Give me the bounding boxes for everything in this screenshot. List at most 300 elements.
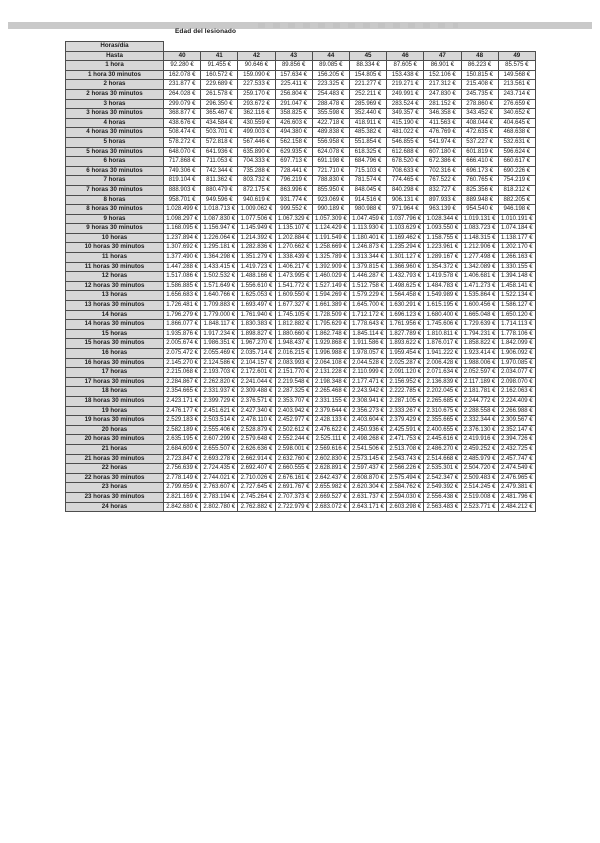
value-cell: 162.078 €: [164, 70, 201, 80]
value-cell: 796.219 €: [275, 176, 312, 186]
value-cell: 803.732 €: [238, 176, 275, 186]
value-cell: 2.309.488 €: [238, 387, 275, 397]
value-cell: 1.709.883 €: [201, 301, 238, 311]
value-cell: 2.594.030 €: [387, 492, 424, 502]
value-cell: 721.710 €: [312, 166, 349, 176]
value-cell: 2.284.867 €: [164, 377, 201, 387]
table-row: [66, 176, 536, 186]
value-cell: 1.549.989 €: [424, 291, 461, 301]
value-cell: 2.262.820 €: [201, 377, 238, 387]
value-cell: 153.438 €: [387, 70, 424, 80]
value-cell: 2.198.348 €: [312, 377, 349, 387]
value-cell: 2.452.977 €: [275, 416, 312, 426]
value-cell: 1.778.106 €: [498, 329, 535, 339]
value-cell: 1.911.586 €: [349, 339, 386, 349]
value-cell: 1.379.815 €: [349, 262, 386, 272]
value-cell: 2.478.110 €: [238, 416, 275, 426]
value-cell: 2.744.021 €: [201, 473, 238, 483]
value-cell: 2.486.270 €: [424, 444, 461, 454]
value-cell: 352.440 €: [349, 109, 386, 119]
value-cell: 1.289.167 €: [424, 253, 461, 263]
table-row: [66, 185, 536, 195]
value-cell: 1.235.294 €: [387, 243, 424, 253]
value-cell: 152.106 €: [424, 70, 461, 80]
value-cell: 1.512.758 €: [349, 281, 386, 291]
value-cell: 1.313.344 €: [349, 253, 386, 263]
table-row: [66, 128, 536, 138]
table-row: [66, 502, 536, 512]
value-cell: 296.350 €: [201, 99, 238, 109]
value-cell: 690.226 €: [498, 166, 535, 176]
row-label-cell: 10 horas: [66, 233, 164, 243]
value-cell: 629.935 €: [275, 147, 312, 157]
table-row: [66, 118, 536, 128]
value-cell: 2.476.965 €: [498, 473, 535, 483]
value-cell: 2.379.644 €: [312, 406, 349, 416]
value-cell: 213.561 €: [498, 80, 535, 90]
value-cell: 923.069 €: [312, 195, 349, 205]
value-cell: 2.626.636 €: [238, 444, 275, 454]
value-cell: 811.362 €: [201, 176, 238, 186]
value-cell: 1.959.454 €: [387, 349, 424, 359]
value-cell: 1.158.755 €: [424, 233, 461, 243]
value-cell: 1.473.995 €: [275, 272, 312, 282]
value-cell: 2.450.936 €: [349, 425, 386, 435]
table-row: [66, 377, 536, 387]
value-cell: 2.710.026 €: [238, 473, 275, 483]
row-label-cell: 17 horas: [66, 368, 164, 378]
value-cell: 888.903 €: [164, 185, 201, 195]
value-cell: 2.379.429 €: [387, 416, 424, 426]
value-cell: 696.173 €: [461, 166, 498, 176]
table-row: [66, 454, 536, 464]
value-cell: 219.271 €: [387, 80, 424, 90]
value-cell: 2.156.952 €: [387, 377, 424, 387]
value-cell: 2.727.645 €: [238, 483, 275, 493]
value-cell: 749.306 €: [164, 166, 201, 176]
row-label-cell: 21 horas 30 minutos: [66, 454, 164, 464]
value-cell: 1.842.099 €: [498, 339, 535, 349]
table-row: [66, 253, 536, 263]
value-cell: 1.996.988 €: [312, 349, 349, 359]
value-cell: 1.364.298 €: [201, 253, 238, 263]
value-cell: 485.382 €: [349, 128, 386, 138]
value-cell: 2.573.145 €: [349, 454, 386, 464]
value-cell: 1.406.217 €: [275, 262, 312, 272]
value-cell: 2.098.070 €: [498, 377, 535, 387]
value-cell: 1.156.947 €: [201, 224, 238, 234]
value-cell: 1.712.172 €: [349, 310, 386, 320]
value-cell: 1.460.029 €: [312, 272, 349, 282]
value-cell: 2.219.548 €: [275, 377, 312, 387]
value-cell: 2.145.270 €: [164, 358, 201, 368]
value-cell: 1.858.822 €: [461, 339, 498, 349]
row-label-cell: 12 horas: [66, 272, 164, 282]
value-cell: 1.745.105 €: [275, 310, 312, 320]
value-cell: 2.331.155 €: [312, 396, 349, 406]
value-cell: 546.855 €: [387, 137, 424, 147]
value-cell: 760.765 €: [461, 176, 498, 186]
row-label-cell: 11 horas: [66, 253, 164, 263]
value-cell: 476.769 €: [424, 128, 461, 138]
value-cell: 288.478 €: [312, 99, 349, 109]
row-label-cell: 19 horas 30 minutos: [66, 416, 164, 426]
table-row: [66, 368, 536, 378]
value-cell: 1.138.177 €: [498, 233, 535, 243]
value-cell: 567.446 €: [238, 137, 275, 147]
value-cell: 2.044.528 €: [349, 358, 386, 368]
value-cell: 245.735 €: [461, 89, 498, 99]
table-row: [66, 291, 536, 301]
value-cell: 1.307.692 €: [164, 243, 201, 253]
age-column-header: 48: [461, 51, 498, 61]
row-label-cell: 9 horas 30 minutos: [66, 224, 164, 234]
value-cell: 278.860 €: [461, 99, 498, 109]
age-column-header: 47: [424, 51, 461, 61]
value-cell: 89.085 €: [312, 61, 349, 71]
value-cell: 276.659 €: [498, 99, 535, 109]
value-cell: 86.223 €: [461, 61, 498, 71]
value-cell: 1.866.077 €: [164, 320, 201, 330]
value-cell: 1.093.550 €: [424, 224, 461, 234]
value-cell: 1.656.683 €: [164, 291, 201, 301]
value-cell: 1.906.092 €: [498, 349, 535, 359]
value-cell: 641.936 €: [201, 147, 238, 157]
value-cell: 1.214.392 €: [238, 233, 275, 243]
value-cell: 2.597.437 €: [349, 464, 386, 474]
table-row: [66, 416, 536, 426]
value-cell: 818.212 €: [498, 185, 535, 195]
value-cell: 1.325.789 €: [312, 253, 349, 263]
value-cell: 1.354.372 €: [424, 262, 461, 272]
value-cell: 1.795.629 €: [312, 320, 349, 330]
value-cell: 2.631.737 €: [349, 492, 386, 502]
value-cell: 90.646 €: [238, 61, 275, 71]
value-cell: 1.028.499 €: [164, 205, 201, 215]
table-row: [66, 492, 536, 502]
value-cell: 2.052.597 €: [461, 368, 498, 378]
value-cell: 897.933 €: [424, 195, 461, 205]
value-cell: 293.672 €: [238, 99, 275, 109]
value-cell: 2.035.714 €: [238, 349, 275, 359]
row-label-cell: 13 horas 30 minutos: [66, 301, 164, 311]
value-cell: 1.935.876 €: [164, 329, 201, 339]
value-cell: 1.609.550 €: [275, 291, 312, 301]
row-label-cell: 7 horas: [66, 176, 164, 186]
value-cell: 635.890 €: [238, 147, 275, 157]
value-cell: 2.193.703 €: [201, 368, 238, 378]
table-row: [66, 349, 536, 359]
value-cell: 1.541.772 €: [275, 281, 312, 291]
value-cell: 2.352.147 €: [498, 425, 535, 435]
value-cell: 346.358 €: [424, 109, 461, 119]
value-cell: 1.191.549 €: [312, 233, 349, 243]
value-cell: 624.078 €: [312, 147, 349, 157]
value-cell: 2.602.830 €: [312, 454, 349, 464]
row-label-cell: 1 hora: [66, 61, 164, 71]
value-cell: 229.689 €: [201, 80, 238, 90]
row-label-cell: 3 horas 30 minutos: [66, 109, 164, 119]
value-cell: 499.003 €: [238, 128, 275, 138]
value-cell: 1.083.723 €: [461, 224, 498, 234]
value-cell: 2.356.273 €: [349, 406, 386, 416]
value-cell: 1.876.017 €: [424, 339, 461, 349]
value-cell: 1.087.830 €: [201, 214, 238, 224]
value-cell: 2.476.177 €: [164, 406, 201, 416]
value-cell: 1.586.127 €: [498, 301, 535, 311]
value-cell: 434.584 €: [201, 118, 238, 128]
value-cell: 1.630.291 €: [387, 301, 424, 311]
value-cell: 154.805 €: [349, 70, 386, 80]
value-cell: 1.779.000 €: [201, 310, 238, 320]
value-cell: 252.211 €: [349, 89, 386, 99]
table-row: [66, 224, 536, 234]
value-cell: 1.366.960 €: [387, 262, 424, 272]
value-cell: 1.761.956 €: [387, 320, 424, 330]
value-cell: 863.996 €: [275, 185, 312, 195]
value-cell: 601.819 €: [461, 147, 498, 157]
value-cell: 2.310.675 €: [424, 406, 461, 416]
value-cell: 1.484.783 €: [424, 281, 461, 291]
value-cell: 618.325 €: [349, 147, 386, 157]
value-cell: 1.970.085 €: [498, 358, 535, 368]
value-cell: 2.676.161 €: [275, 473, 312, 483]
value-cell: 767.522 €: [424, 176, 461, 186]
value-cell: 1.625.053 €: [238, 291, 275, 301]
row-label-cell: 23 horas 30 minutos: [66, 492, 164, 502]
table-row: [66, 473, 536, 483]
value-cell: 825.356 €: [461, 185, 498, 195]
table-row: [66, 281, 536, 291]
row-label-cell: 8 horas 30 minutos: [66, 205, 164, 215]
value-cell: 2.110.999 €: [349, 368, 386, 378]
value-cell: 355.598 €: [312, 109, 349, 119]
row-label-cell: 12 horas 30 minutos: [66, 281, 164, 291]
value-cell: 2.333.267 €: [387, 406, 424, 416]
value-cell: 2.427.340 €: [238, 406, 275, 416]
value-cell: 2.243.942 €: [349, 387, 386, 397]
value-cell: 156.205 €: [312, 70, 349, 80]
value-cell: 556.958 €: [312, 137, 349, 147]
row-label-cell: 13 horas: [66, 291, 164, 301]
table-row: [66, 205, 536, 215]
value-cell: 2.162.063 €: [498, 387, 535, 397]
value-cell: 221.277 €: [349, 80, 386, 90]
value-cell: 1.600.456 €: [461, 301, 498, 311]
value-cell: 2.419.916 €: [461, 435, 498, 445]
value-cell: 1.848.117 €: [201, 320, 238, 330]
value-cell: 1.845.114 €: [349, 329, 386, 339]
value-cell: 2.582.189 €: [164, 425, 201, 435]
value-cell: 340.652 €: [498, 109, 535, 119]
value-cell: 1.392.909 €: [312, 262, 349, 272]
value-cell: 1.282.836 €: [238, 243, 275, 253]
value-cell: 1.067.329 €: [275, 214, 312, 224]
row-label-cell: 16 horas: [66, 349, 164, 359]
value-cell: 2.485.979 €: [461, 454, 498, 464]
value-cell: 2.691.767 €: [275, 483, 312, 493]
value-cell: 489.838 €: [312, 128, 349, 138]
age-column-header: 41: [201, 51, 238, 61]
value-cell: 243.714 €: [498, 89, 535, 99]
value-cell: 1.037.796 €: [387, 214, 424, 224]
table-row: [66, 61, 536, 71]
value-cell: 1.640.766 €: [201, 291, 238, 301]
value-cell: 572.818 €: [201, 137, 238, 147]
age-column-header: 42: [238, 51, 275, 61]
value-cell: 1.693.497 €: [238, 301, 275, 311]
row-label-cell: 2 horas 30 minutos: [66, 89, 164, 99]
value-cell: 1.527.149 €: [312, 281, 349, 291]
value-cell: 931.774 €: [275, 195, 312, 205]
value-cell: 1.018.713 €: [201, 205, 238, 215]
value-cell: 2.071.634 €: [424, 368, 461, 378]
value-cell: 2.655.982 €: [312, 483, 349, 493]
row-label-cell: 24 horas: [66, 502, 164, 512]
value-cell: 256.804 €: [275, 89, 312, 99]
value-cell: 1.394.148 €: [498, 272, 535, 282]
value-cell: 1.745.606 €: [424, 320, 461, 330]
value-cell: 91.455 €: [201, 61, 238, 71]
value-cell: 848.045 €: [349, 185, 386, 195]
value-cell: 2.353.707 €: [275, 396, 312, 406]
value-cell: 2.660.555 €: [275, 464, 312, 474]
row-label-cell: 22 horas: [66, 464, 164, 474]
value-cell: 2.563.483 €: [424, 502, 461, 512]
value-cell: 2.308.941 €: [349, 396, 386, 406]
value-cell: 2.643.171 €: [349, 502, 386, 512]
table-row: [66, 272, 536, 282]
table-row: [66, 70, 536, 80]
value-cell: 1.419.578 €: [424, 272, 461, 282]
value-cell: 1.202.884 €: [275, 233, 312, 243]
value-cell: 1.266.163 €: [498, 253, 535, 263]
value-cell: 742.344 €: [201, 166, 238, 176]
value-cell: 1.246.873 €: [349, 243, 386, 253]
value-cell: 2.635.195 €: [164, 435, 201, 445]
value-cell: 404.645 €: [498, 118, 535, 128]
value-cell: 503.701 €: [201, 128, 238, 138]
value-cell: 1.351.279 €: [238, 253, 275, 263]
value-cell: 1.057.309 €: [312, 214, 349, 224]
scan-smudge: [258, 23, 458, 28]
value-cell: 1.446.287 €: [349, 272, 386, 282]
value-cell: 426.603 €: [275, 118, 312, 128]
value-cell: 2.525.111 €: [312, 435, 349, 445]
value-cell: 223.325 €: [312, 80, 349, 90]
age-column-header: 49: [498, 51, 535, 61]
row-label-cell: 14 horas: [66, 310, 164, 320]
table-row: [66, 233, 536, 243]
value-cell: 2.504.720 €: [461, 464, 498, 474]
value-cell: 411.563 €: [424, 118, 461, 128]
value-cell: 2.509.483 €: [461, 473, 498, 483]
value-cell: 2.445.616 €: [424, 435, 461, 445]
value-cell: 1.212.906 €: [461, 243, 498, 253]
value-cell: 578.272 €: [164, 137, 201, 147]
value-cell: 430.559 €: [238, 118, 275, 128]
compensation-table: [65, 41, 536, 512]
value-cell: 472.635 €: [461, 128, 498, 138]
value-cell: 1.571.649 €: [201, 281, 238, 291]
table-row: [66, 425, 536, 435]
value-cell: 2.484.212 €: [498, 502, 535, 512]
value-cell: 1.202.170 €: [498, 243, 535, 253]
age-column-header: 46: [387, 51, 424, 61]
value-cell: 1.978.057 €: [349, 349, 386, 359]
row-label-cell: 4 horas: [66, 118, 164, 128]
value-cell: 368.877 €: [164, 109, 201, 119]
value-cell: 1.796.279 €: [164, 310, 201, 320]
row-label-cell: 19 horas: [66, 406, 164, 416]
row-label-cell: 6 horas: [66, 157, 164, 167]
value-cell: 2.692.407 €: [238, 464, 275, 474]
value-cell: 1.377.490 €: [164, 253, 201, 263]
table-row: [66, 329, 536, 339]
value-cell: 882.205 €: [498, 195, 535, 205]
value-cell: 1.917.234 €: [201, 329, 238, 339]
value-cell: 2.541.506 €: [349, 444, 386, 454]
value-cell: 343.452 €: [461, 109, 498, 119]
value-cell: 1.696.123 €: [387, 310, 424, 320]
value-cell: 2.555.406 €: [201, 425, 238, 435]
value-cell: 1.929.868 €: [312, 339, 349, 349]
value-cell: 2.756.639 €: [164, 464, 201, 474]
value-cell: 2.474.549 €: [498, 464, 535, 474]
value-cell: 408.044 €: [461, 118, 498, 128]
table-row: [66, 80, 536, 90]
value-cell: 249.991 €: [387, 89, 424, 99]
value-cell: 2.016.215 €: [275, 349, 312, 359]
value-cell: 2.523.771 €: [461, 502, 498, 512]
value-cell: 2.802.780 €: [201, 502, 238, 512]
value-cell: 2.241.044 €: [238, 377, 275, 387]
value-cell: 1.103.629 €: [387, 224, 424, 234]
value-cell: 2.608.870 €: [349, 473, 386, 483]
value-cell: 1.502.532 €: [201, 272, 238, 282]
value-cell: 2.607.299 €: [201, 435, 238, 445]
value-cell: 2.425.591 €: [387, 425, 424, 435]
value-cell: 2.519.008 €: [461, 492, 498, 502]
table-row: [66, 320, 536, 330]
value-cell: 2.376.130 €: [461, 425, 498, 435]
value-cell: 2.131.228 €: [312, 368, 349, 378]
value-cell: 358.825 €: [275, 109, 312, 119]
value-cell: 2.399.729 €: [201, 396, 238, 406]
value-cell: 2.842.680 €: [164, 502, 201, 512]
value-cell: 254.483 €: [312, 89, 349, 99]
value-cell: 2.034.077 €: [498, 368, 535, 378]
value-cell: 2.783.194 €: [201, 492, 238, 502]
value-cell: 2.722.979 €: [275, 502, 312, 512]
value-cell: 2.403.604 €: [349, 416, 386, 426]
value-cell: 2.642.437 €: [312, 473, 349, 483]
value-cell: 1.124.429 €: [312, 224, 349, 234]
value-cell: 2.543.743 €: [387, 454, 424, 464]
value-cell: 2.549.392 €: [424, 483, 461, 493]
value-cell: 2.055.469 €: [201, 349, 238, 359]
value-cell: 717.868 €: [164, 157, 201, 167]
value-cell: 980.988 €: [349, 205, 386, 215]
value-cell: 1.471.273 €: [461, 281, 498, 291]
row-label-cell: 18 horas: [66, 387, 164, 397]
value-cell: 2.091.120 €: [387, 368, 424, 378]
value-cell: 1.168.095 €: [164, 224, 201, 234]
value-cell: 1.729.639 €: [461, 320, 498, 330]
value-cell: 541.974 €: [424, 137, 461, 147]
row-label-cell: 18 horas 30 minutos: [66, 396, 164, 406]
value-cell: 1.810.811 €: [424, 329, 461, 339]
